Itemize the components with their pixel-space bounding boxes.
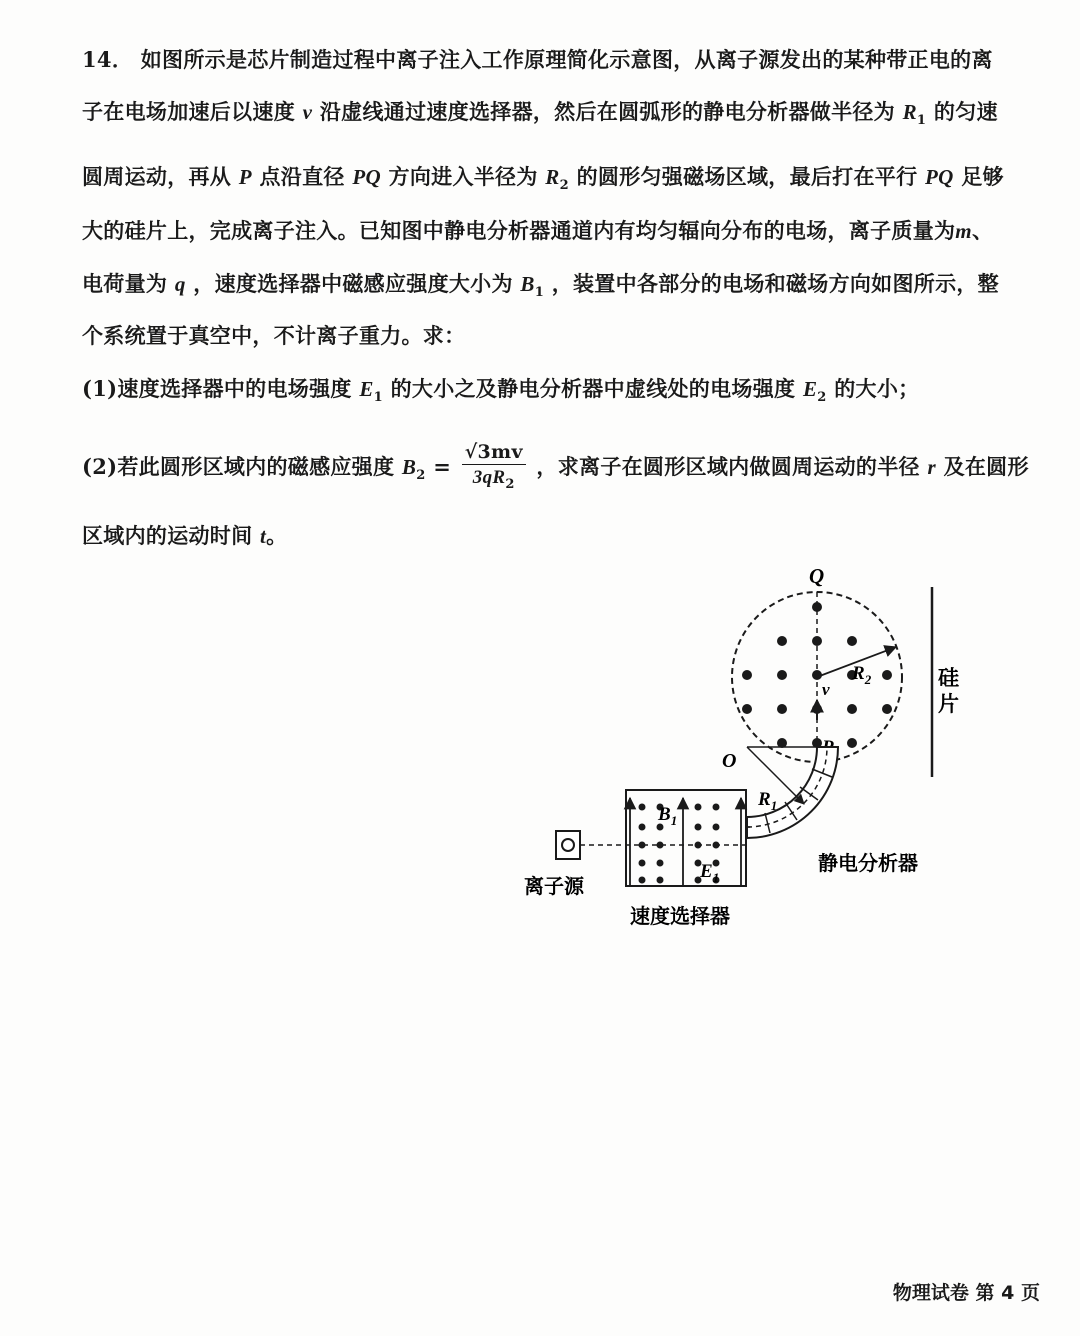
subquestion-2: (2)若此圆形区域内的磁感应强度 $B_2$ = $\frac{√3mv}{3qR_2}$ ，求离子在圆形区域内做圆周运动的半径 r 及在圆形 (82, 440, 1029, 497)
selector-field-dot (695, 824, 702, 831)
selector-field-dot (639, 804, 646, 811)
field-dot (882, 670, 892, 680)
selector-field-dot (639, 877, 646, 884)
field-dot (882, 704, 892, 714)
ion-implantation-diagram (500, 555, 1000, 945)
selector-field-dot (713, 804, 720, 811)
label-wafer-2: 片 (938, 692, 959, 716)
field-dot (847, 636, 857, 646)
label-r2: $R_2$ (852, 663, 872, 687)
page-footer: 物理试卷 第 4 页 (892, 1282, 1040, 1304)
selector-field-dot (695, 804, 702, 811)
selector-field-dot (713, 824, 720, 831)
question-line-3: 圆周运动，再从 P 点沿直径 PQ 方向进入半径为 $R_2$ 的圆形匀强磁场区域，最后打在平行 PQ 足够 (82, 164, 1004, 194)
label-v: v (822, 680, 830, 699)
field-dot (847, 704, 857, 714)
selector-field-dot (639, 824, 646, 831)
selector-field-dot (639, 860, 646, 867)
radius-r1 (747, 747, 804, 804)
label-velocity-selector: 速度选择器 (630, 904, 730, 928)
label-q: Q (809, 564, 825, 588)
label-e1: $E_1$ (700, 861, 720, 885)
subquestion-2-cont: 区域内的运动时间 t。 (82, 523, 288, 548)
selector-field-dot (657, 860, 664, 867)
question-line-6: 个系统置于真空中，不计离子重力。求： (82, 323, 466, 348)
question-line-5: 电荷量为 q ，速度选择器中磁感应强度大小为 $B_1$ ，装置中各部分的电场和磁场方向如图所示，整 (82, 271, 999, 301)
label-o: O (722, 750, 737, 772)
field-dot (777, 670, 787, 680)
label-analyzer: 静电分析器 (818, 851, 918, 875)
question-line-1: 14． 如图所示是芯片制造过程中离子注入工作原理简化示意图，从离子源发出的某种带正电的离 (82, 47, 993, 72)
field-dot (847, 738, 857, 748)
question-number: 14． (82, 47, 134, 72)
label-r1: $R_1$ (758, 789, 778, 813)
question-line-4: 大的硅片上，完成离子注入。已知图中静电分析器通道内有均匀辐向分布的电场，离子质量为m、 (82, 218, 994, 243)
field-dot (742, 704, 752, 714)
b2-fraction: $\frac{√3mv}{3qR_2}$ (462, 440, 526, 497)
field-dot (777, 636, 787, 646)
field-dot (742, 670, 752, 680)
ion-source-aperture (562, 839, 574, 851)
selector-field-dot (713, 860, 720, 867)
field-dot (777, 704, 787, 714)
selector-field-dot (657, 877, 664, 884)
label-wafer-1: 硅 (938, 666, 959, 690)
label-b1: $B_1$ (658, 804, 678, 828)
selector-field-lines (630, 798, 741, 886)
subquestion-1: (1)速度选择器中的电场强度 $E_1$ 的大小之及静电分析器中虚线处的电场强度 $E_2$ 的大小； (82, 376, 920, 406)
label-ion-source: 离子源 (524, 874, 584, 898)
question-line-2: 子在电场加速后以速度 v 沿虚线通过速度选择器，然后在圆弧形的静电分析器做半径为 $R_1$ 的匀速 (82, 99, 998, 129)
